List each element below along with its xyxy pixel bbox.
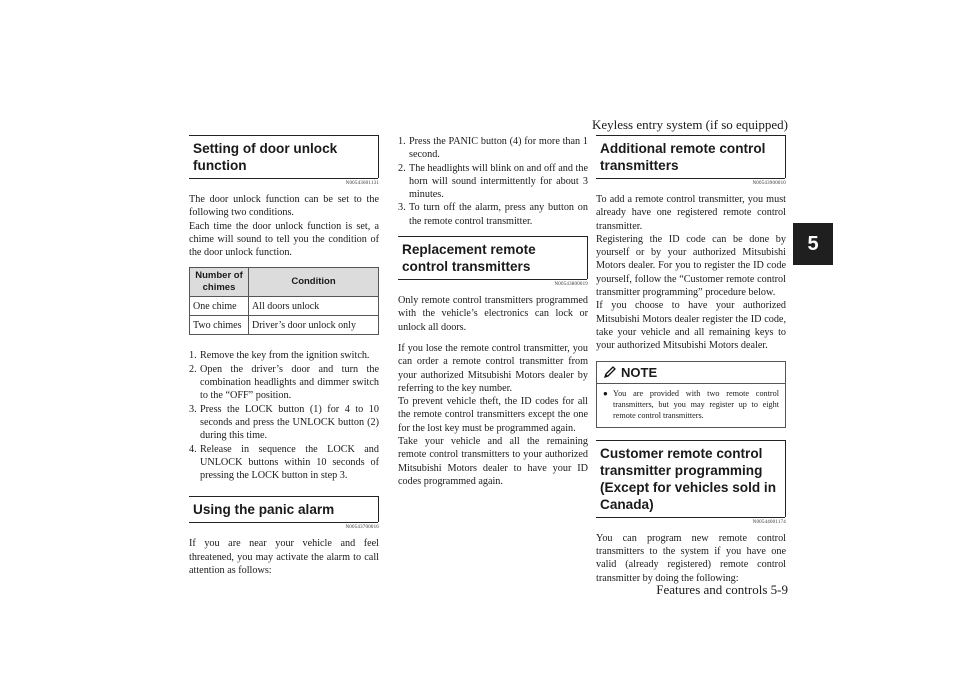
- section-code: N00544001174: [752, 519, 786, 525]
- paragraph: You can program new remote control transmitters to the system if you have one valid (already registered) remote control transmitter by doing the following:: [596, 532, 786, 584]
- note-heading: NOTE: [597, 365, 785, 384]
- list-item: 2. Open the driver’s door and turn the combination headlights and dimmer switch to the “OFF” position.: [189, 363, 379, 402]
- paragraph: To prevent vehicle theft, the ID codes for all the remote control transmitters except the one for the lost key must be programmed again.: [398, 396, 588, 434]
- panic-steps-list: [398, 135, 588, 228]
- column-2: [398, 135, 588, 496]
- page-footer: Features and controls 5-9: [656, 582, 788, 597]
- pencil-icon: [603, 365, 617, 381]
- section-heading-door-unlock: Setting of door unlock function: [189, 135, 379, 178]
- table-header-row: [190, 268, 379, 297]
- note-item: ● You are provided with two remote control transmitters, but you may register up to eight remote control transmitters.: [603, 388, 779, 420]
- section-code: N00543900010: [752, 181, 786, 186]
- table-cell: Two chimes: [190, 316, 249, 335]
- list-item: 1. Remove the key from the ignition switch.: [189, 350, 370, 362]
- paragraph: If you are near your vehicle and feel threatened, you may activate the alarm to call attention as follows:: [189, 538, 379, 577]
- list-item: 2. The headlights will blink on and off and the horn will sound intermittently for about 3 minutes.: [398, 162, 588, 201]
- section-heading-additional: Additional remote control transmitters: [596, 135, 786, 178]
- table-header: Condition: [249, 268, 379, 297]
- chime-table: [189, 267, 379, 335]
- paragraph: Only remote control transmitters programmed with the vehicle’s electronics can lock or unlock all doors.: [398, 295, 588, 333]
- section-heading-replacement: Replacement remote control transmitters: [398, 236, 588, 279]
- table-cell: Driver’s door unlock only: [249, 316, 379, 335]
- chapter-tab: 5: [793, 223, 833, 265]
- running-header: Keyless entry system (if so equipped): [591, 117, 788, 132]
- section-code: N00543800019: [554, 282, 588, 288]
- paragraph: If you choose to have your authorized Mitsubishi Motors dealer register the ID code, take your vehicle and all remaining keys to your authorized Mitsubishi Motors dealer.: [596, 300, 786, 352]
- note-box: [596, 361, 786, 428]
- section-heading-customer-programming: Customer remote control transmitter programming (Except for vehicles sold in Canada): [596, 440, 786, 517]
- paragraph: The door unlock function can be set to the following two conditions.: [189, 194, 379, 219]
- list-item: 4. Release in sequence the LOCK and UNLOCK buttons within 10 seconds of pressing the LOCK button in step 3.: [189, 443, 379, 482]
- table-row: [190, 297, 379, 316]
- section-code: N00543601131: [345, 181, 379, 186]
- list-item: 1. Press the PANIC button (4) for more than 1 second.: [398, 136, 588, 161]
- section-heading-panic-alarm: Using the panic alarm: [189, 496, 379, 522]
- paragraph: Each time the door unlock function is set, a chime will sound to tell you the condition of the door unlock function.: [189, 220, 379, 259]
- paragraph: Registering the ID code can be done by yourself or by your authorized Mitsubishi Motors dealer. For you to register the ID code yourself, follow the “Customer remote control transmitter programming” procedure below.: [596, 233, 786, 299]
- column-3: [596, 135, 786, 593]
- unlock-steps-list: [189, 349, 379, 482]
- paragraph: To add a remote control transmitter, you must already have one registered remote control transmitter.: [596, 194, 786, 232]
- list-item: 3. To turn off the alarm, press any button on the remote control transmitter.: [398, 202, 588, 227]
- column-1: [189, 135, 379, 585]
- table-cell: All doors unlock: [249, 297, 379, 316]
- paragraph: If you lose the remote control transmitter, you can order a remote control transmitter from your authorized Mitsubishi Motors dealer by referring to the key number.: [398, 342, 588, 394]
- paragraph: Take your vehicle and all the remaining remote control transmitters to your authorized Mitsubishi Motors dealer to have your ID codes programmed again.: [398, 436, 588, 487]
- table-row: [190, 316, 379, 335]
- list-item: 3. Press the LOCK button (1) for 4 to 10 seconds and press the UNLOCK button (2) during this time.: [189, 403, 379, 442]
- table-header: Number of chimes: [190, 268, 249, 297]
- section-code: N00543700016: [345, 525, 379, 531]
- table-cell: One chime: [190, 297, 249, 316]
